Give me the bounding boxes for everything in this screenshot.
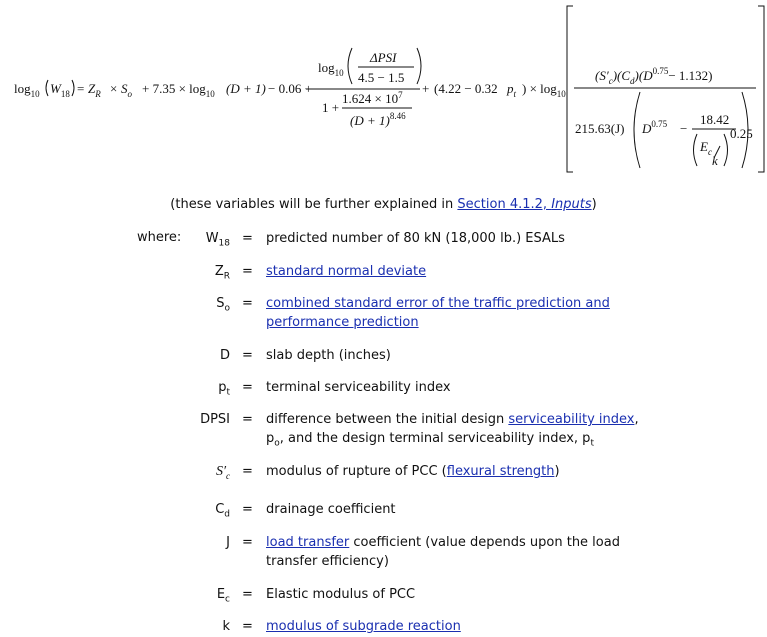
eq-paren — [694, 134, 698, 166]
eq-d-plus-1: (D + 1) — [226, 81, 266, 96]
combined-standard-error-link[interactable]: combined standard error of the traffic prediction and performance prediction — [266, 296, 610, 330]
eq-k: k — [712, 153, 718, 168]
serviceability-index-link[interactable]: serviceability index — [508, 412, 635, 427]
eq-paren — [348, 48, 352, 84]
where-label: where: — [137, 230, 182, 245]
eq-ec: $E_c$ — [700, 139, 712, 157]
eq-right-bracket — [758, 6, 764, 172]
standard-normal-deviate-link[interactable]: standard normal deviate — [266, 264, 427, 279]
eq-422: (4.22 − 0.32 — [434, 81, 498, 96]
eq-d075: $D^{0.75}$ — [642, 119, 668, 136]
eq-1624: $1.624 \times 10^7$ — [342, 90, 403, 106]
eq-1-plus: 1 + — [322, 100, 340, 115]
eq-paren — [417, 48, 421, 84]
eq-equals: = — [77, 81, 85, 96]
eq-times: × — [110, 81, 118, 96]
eq-025: 0.25 — [730, 126, 753, 141]
section-4-1-2-link[interactable]: Section 4.1.2, Inputs — [457, 197, 592, 212]
variables-note: (these variables will be further explained in Section 4.1.2, Inputs) — [170, 197, 597, 212]
eq-log10: ) × $\log_{10}$ — [522, 81, 566, 99]
eq-paren — [634, 92, 640, 168]
eq-num-log: $\log_{10}$ — [318, 60, 344, 78]
eq-big-numerator: $(S'_c)(C_d)(D^{0.75}- 1.132)$ — [595, 66, 713, 86]
eq-paren — [72, 80, 74, 96]
eq-w: $W_{18}$ — [50, 81, 70, 99]
eq-21563j: 215.63(J) — [575, 121, 625, 136]
eq-minus-006: − 0.06 + — [268, 81, 312, 96]
eq-d-plus-1-846: $(D + 1)^{8.46}$ — [350, 111, 406, 128]
load-transfer-link[interactable]: load transfer — [266, 535, 350, 550]
modulus-of-subgrade-reaction-link[interactable]: modulus of subgrade reaction — [266, 619, 461, 634]
eq-plus: + — [422, 81, 430, 96]
eq-1842: 18.42 — [700, 112, 730, 127]
eq-paren — [46, 80, 48, 96]
eq-minus: − — [680, 121, 688, 136]
eq-left-bracket — [567, 6, 573, 172]
eq-735: + $7.35 \times \log_{10}$ — [142, 81, 215, 99]
flexural-strength-link[interactable]: flexural strength — [446, 464, 555, 479]
eq-45-15: 4.5 − 1.5 — [358, 70, 405, 85]
eq-so: $S_o$ — [121, 81, 132, 99]
eq-pt: $p_t$ — [507, 81, 517, 99]
eq-dpsi: ΔPSI — [370, 50, 397, 65]
eq-zr: $Z_R$ — [88, 81, 101, 99]
aashto-rigid-pavement-equation — [0, 0, 767, 180]
eq-paren — [724, 134, 728, 166]
eq-lhs-log: $\log_{10}$ — [14, 81, 40, 99]
